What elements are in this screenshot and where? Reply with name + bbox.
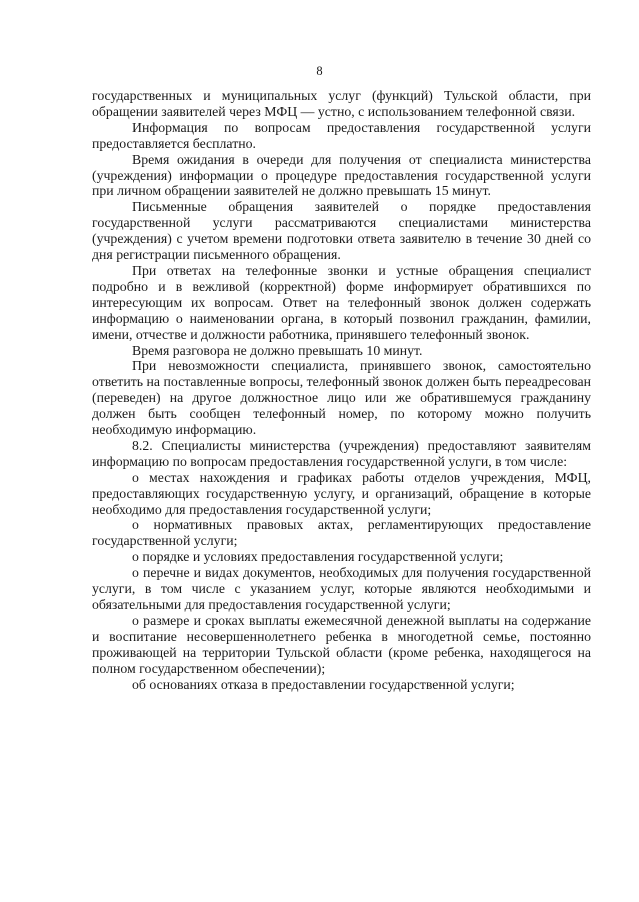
paragraph-phone-answers: При ответах на телефонные звонки и устные обращения специалист подробно и в вежливой (корректной) форме информирует обратившихся по интересующим их вопросам. Ответ на телефонный звонок должен содержать информацию о наименовании органа, в который позвонил гражданин, фамилии, имени, отчестве и должности работника, принявшего телефонный звонок. [92, 262, 591, 342]
list-item-documents: о перечне и видах документов, необходимых для получения государственной услуги, в том числе с указанием услуг, которые являются необходимыми и обязательными для предоставления государственной услуги; [92, 565, 591, 612]
page-number: 8 [316, 64, 323, 78]
paragraph-call-redirect: При невозможности специалиста, принявшего звонок, самостоятельно ответить на поставленные вопросы, телефонный звонок должен быть переадресован (переведен) на другое должностное лицо или же обратившемуся гражданину должен быть сообщен телефонный номер, по которому можно получить необходимую информацию. [92, 358, 591, 438]
paragraph-written-requests: Письменные обращения заявителей о порядке предоставления государственной услуги рассматриваются специалистами министерства (учреждения) с учетом времени подготовки ответа заявителю в течение 30 дней со дня регистрации письменного обращения. [92, 199, 591, 263]
list-item-locations: о местах нахождения и графиках работы отделов учреждения, МФЦ, предоставляющих государственную услугу, и организаций, обращение в которые необходимо для предоставления государственной услуги; [92, 469, 591, 517]
list-item-payment-amount: о размере и сроках выплаты ежемесячной денежной выплаты на содержание и воспитание несовершеннолетнего ребенка в многодетной семье, постоянно проживающей на территории Тульской области (кроме ребенка, находящегося на полном государственном обеспечении); [92, 612, 591, 676]
document-body [92, 88, 591, 692]
list-item-legal-acts: о нормативных правовых актах, регламентирующих предоставление государственной услуги; [92, 517, 591, 549]
paragraph-free-information: Информация по вопросам предоставления государственной услуги предоставляется бесплатно. [92, 119, 591, 151]
list-item-refusal-grounds: об основаниях отказа в предоставлении государственной услуги; [132, 676, 515, 692]
list-item-procedure: о порядке и условиях предоставления государственной услуги; [132, 549, 504, 565]
paragraph-call-duration: Время разговора не должно превышать 10 минут. [132, 342, 423, 358]
paragraph-waiting-time: Время ожидания в очереди для получения от специалиста министерства (учреждения) информации о процедуре предоставления государственной услуги при личном обращении заявителей не должно превышать 15 минут. [92, 151, 591, 199]
paragraph-section-8-2: 8.2. Специалисты министерства (учреждения) предоставляют заявителям информацию по вопросам предоставления государственной услуги, в том числе: [92, 437, 591, 469]
paragraph-continuation: государственных и муниципальных услуг (функций) Тульской области, при обращении заявителей через МФЦ — устно, с использованием телефонной связи. [92, 88, 591, 119]
